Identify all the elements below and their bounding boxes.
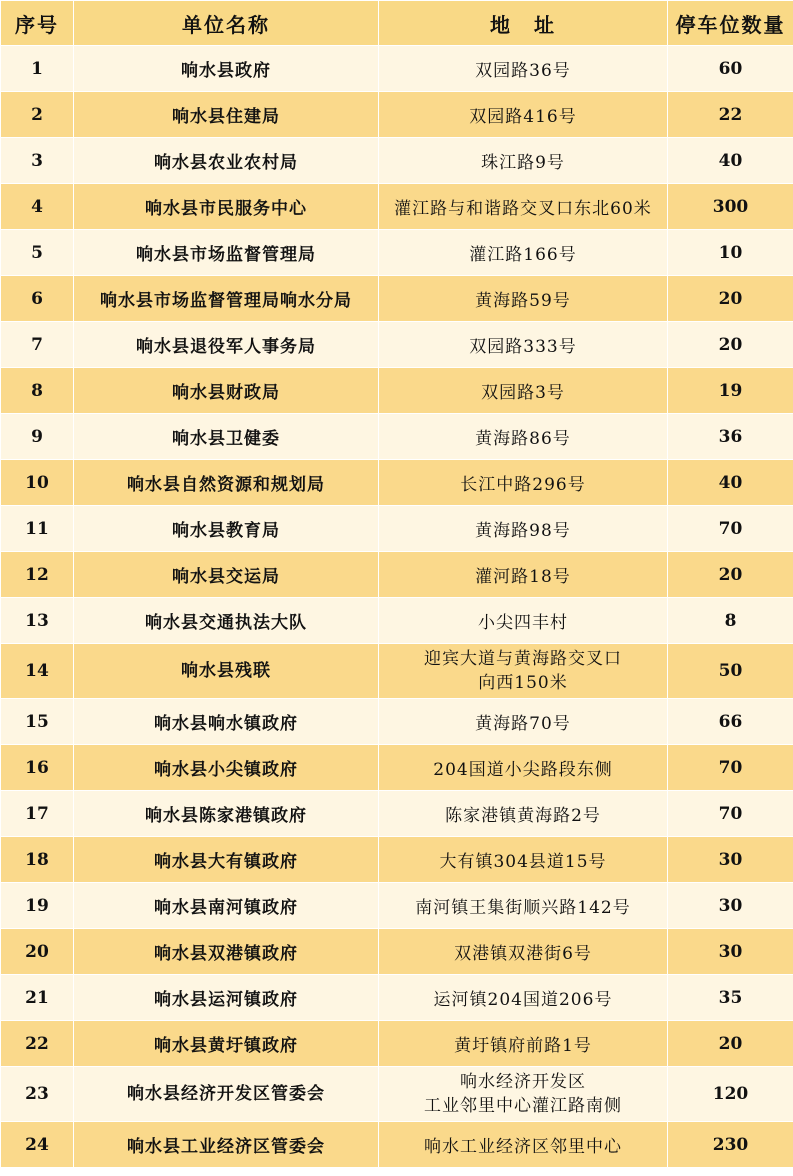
table-row bbox=[1, 506, 793, 552]
row-index: 3 bbox=[1, 138, 74, 184]
table-row bbox=[1, 929, 793, 975]
header-address: 地 址 bbox=[379, 1, 668, 46]
unit-name-cell: 响水县财政局 bbox=[74, 368, 379, 414]
address-line: 黄海路86号 bbox=[475, 429, 571, 449]
row-index: 13 bbox=[1, 598, 74, 644]
parking-spaces-cell: 10 bbox=[668, 230, 793, 276]
address-line: 珠江路9号 bbox=[481, 153, 565, 173]
table-row bbox=[1, 92, 793, 138]
row-index: 9 bbox=[1, 414, 74, 460]
row-index: 11 bbox=[1, 506, 74, 552]
row-index: 16 bbox=[1, 745, 74, 791]
row-index: 14 bbox=[1, 644, 74, 699]
parking-spaces-cell: 36 bbox=[668, 414, 793, 460]
address-cell bbox=[379, 552, 668, 598]
parking-spaces-cell: 120 bbox=[668, 1067, 793, 1122]
table-row bbox=[1, 975, 793, 1021]
unit-name-cell: 响水县南河镇政府 bbox=[74, 883, 379, 929]
table-row bbox=[1, 322, 793, 368]
unit-name-cell: 响水县交通执法大队 bbox=[74, 598, 379, 644]
row-index: 12 bbox=[1, 552, 74, 598]
parking-spaces-cell: 70 bbox=[668, 791, 793, 837]
address-line: 灌江路与和谐路交叉口东北60米 bbox=[394, 199, 652, 219]
unit-name-cell: 响水县小尖镇政府 bbox=[74, 745, 379, 791]
table-row bbox=[1, 699, 793, 745]
unit-name-cell: 响水县经济开发区管委会 bbox=[74, 1067, 379, 1122]
row-index: 10 bbox=[1, 460, 74, 506]
address-cell bbox=[379, 598, 668, 644]
unit-name-cell: 响水县运河镇政府 bbox=[74, 975, 379, 1021]
address-line: 灌江路166号 bbox=[469, 245, 577, 265]
parking-spaces-cell: 40 bbox=[668, 138, 793, 184]
address-cell bbox=[379, 791, 668, 837]
address-line: 双港镇双港街6号 bbox=[454, 944, 592, 964]
unit-name-cell: 响水县残联 bbox=[74, 644, 379, 699]
address-cell bbox=[379, 929, 668, 975]
address-cell bbox=[379, 276, 668, 322]
address-line: 南河镇王集街顺兴路142号 bbox=[415, 898, 631, 918]
address-line: 双园路333号 bbox=[469, 337, 577, 357]
parking-spaces-cell: 230 bbox=[668, 1122, 793, 1168]
parking-spaces-cell: 8 bbox=[668, 598, 793, 644]
parking-spaces-cell: 50 bbox=[668, 644, 793, 699]
table-row bbox=[1, 276, 793, 322]
unit-name-cell: 响水县卫健委 bbox=[74, 414, 379, 460]
address-cell bbox=[379, 1122, 668, 1168]
unit-name-cell: 响水县退役军人事务局 bbox=[74, 322, 379, 368]
parking-spaces-cell: 22 bbox=[668, 92, 793, 138]
parking-spaces-cell: 60 bbox=[668, 46, 793, 92]
table-row bbox=[1, 883, 793, 929]
row-index: 5 bbox=[1, 230, 74, 276]
header-row bbox=[1, 1, 793, 46]
unit-name-cell: 响水县教育局 bbox=[74, 506, 379, 552]
address-cell bbox=[379, 883, 668, 929]
table-row bbox=[1, 184, 793, 230]
address-cell bbox=[379, 1021, 668, 1067]
table-row bbox=[1, 414, 793, 460]
unit-name-cell: 响水县响水镇政府 bbox=[74, 699, 379, 745]
parking-spaces-cell: 70 bbox=[668, 506, 793, 552]
unit-name-cell: 响水县黄圩镇政府 bbox=[74, 1021, 379, 1067]
header-unit-name: 单位名称 bbox=[74, 1, 379, 46]
parking-spaces-cell: 20 bbox=[668, 322, 793, 368]
parking-spaces-cell: 20 bbox=[668, 1021, 793, 1067]
unit-name-cell: 响水县市民服务中心 bbox=[74, 184, 379, 230]
row-index: 20 bbox=[1, 929, 74, 975]
address-cell bbox=[379, 745, 668, 791]
table-row bbox=[1, 837, 793, 883]
address-line: 双园路416号 bbox=[469, 107, 577, 127]
address-cell bbox=[379, 184, 668, 230]
unit-name-cell: 响水县大有镇政府 bbox=[74, 837, 379, 883]
table-row bbox=[1, 138, 793, 184]
row-index: 1 bbox=[1, 46, 74, 92]
unit-name-cell: 响水县市场监督管理局 bbox=[74, 230, 379, 276]
table-row bbox=[1, 368, 793, 414]
address-cell bbox=[379, 460, 668, 506]
address-line: 向西150米 bbox=[478, 673, 568, 693]
unit-name-cell: 响水县市场监督管理局响水分局 bbox=[74, 276, 379, 322]
row-index: 8 bbox=[1, 368, 74, 414]
parking-spaces-cell: 35 bbox=[668, 975, 793, 1021]
address-cell bbox=[379, 368, 668, 414]
address-cell bbox=[379, 644, 668, 699]
row-index: 15 bbox=[1, 699, 74, 745]
unit-name-cell: 响水县政府 bbox=[74, 46, 379, 92]
address-line: 响水工业经济区邻里中心 bbox=[424, 1137, 622, 1157]
table-row bbox=[1, 1021, 793, 1067]
table-row bbox=[1, 1067, 793, 1122]
parking-spaces-cell: 66 bbox=[668, 699, 793, 745]
table-row bbox=[1, 46, 793, 92]
table-row bbox=[1, 745, 793, 791]
address-cell bbox=[379, 1067, 668, 1122]
parking-spaces-cell: 300 bbox=[668, 184, 793, 230]
row-index: 23 bbox=[1, 1067, 74, 1122]
parking-spaces-cell: 30 bbox=[668, 883, 793, 929]
address-cell bbox=[379, 414, 668, 460]
address-line: 响水经济开发区 bbox=[460, 1072, 586, 1092]
address-cell bbox=[379, 506, 668, 552]
address-line: 黄海路98号 bbox=[475, 521, 571, 541]
parking-spaces-cell: 30 bbox=[668, 837, 793, 883]
unit-name-cell: 响水县住建局 bbox=[74, 92, 379, 138]
header-parking-spaces: 停车位数量 bbox=[668, 1, 793, 46]
parking-spaces-cell: 70 bbox=[668, 745, 793, 791]
header-index: 序号 bbox=[1, 1, 74, 46]
address-line: 迎宾大道与黄海路交叉口 bbox=[424, 649, 622, 669]
address-line: 双园路3号 bbox=[481, 383, 565, 403]
row-index: 18 bbox=[1, 837, 74, 883]
row-index: 24 bbox=[1, 1122, 74, 1168]
address-cell bbox=[379, 230, 668, 276]
address-line: 灌河路18号 bbox=[475, 567, 571, 587]
address-line: 工业邻里中心灌江路南侧 bbox=[424, 1096, 622, 1116]
table-row bbox=[1, 791, 793, 837]
address-line: 大有镇304县道15号 bbox=[439, 852, 607, 872]
address-cell bbox=[379, 92, 668, 138]
address-cell bbox=[379, 975, 668, 1021]
address-line: 运河镇204国道206号 bbox=[433, 990, 613, 1010]
row-index: 4 bbox=[1, 184, 74, 230]
table-row bbox=[1, 598, 793, 644]
address-line: 双园路36号 bbox=[475, 61, 571, 81]
row-index: 2 bbox=[1, 92, 74, 138]
unit-name-cell: 响水县农业农村局 bbox=[74, 138, 379, 184]
address-cell bbox=[379, 46, 668, 92]
parking-spaces-cell: 19 bbox=[668, 368, 793, 414]
row-index: 22 bbox=[1, 1021, 74, 1067]
parking-spaces-cell: 30 bbox=[668, 929, 793, 975]
row-index: 6 bbox=[1, 276, 74, 322]
row-index: 7 bbox=[1, 322, 74, 368]
address-line: 小尖四丰村 bbox=[478, 613, 568, 633]
address-cell bbox=[379, 699, 668, 745]
address-line: 黄圩镇府前路1号 bbox=[454, 1036, 592, 1056]
table-row bbox=[1, 460, 793, 506]
table-row bbox=[1, 644, 793, 699]
row-index: 19 bbox=[1, 883, 74, 929]
address-cell bbox=[379, 322, 668, 368]
parking-spaces-cell: 20 bbox=[668, 552, 793, 598]
parking-spaces-cell: 20 bbox=[668, 276, 793, 322]
unit-name-cell: 响水县工业经济区管委会 bbox=[74, 1122, 379, 1168]
table-row bbox=[1, 552, 793, 598]
address-line: 黄海路70号 bbox=[475, 714, 571, 734]
unit-name-cell: 响水县双港镇政府 bbox=[74, 929, 379, 975]
address-cell bbox=[379, 138, 668, 184]
unit-name-cell: 响水县陈家港镇政府 bbox=[74, 791, 379, 837]
table-row bbox=[1, 230, 793, 276]
row-index: 17 bbox=[1, 791, 74, 837]
address-cell bbox=[379, 837, 668, 883]
address-line: 陈家港镇黄海路2号 bbox=[445, 806, 601, 826]
unit-name-cell: 响水县交运局 bbox=[74, 552, 379, 598]
row-index: 21 bbox=[1, 975, 74, 1021]
unit-name-cell: 响水县自然资源和规划局 bbox=[74, 460, 379, 506]
address-line: 204国道小尖路段东侧 bbox=[433, 760, 613, 780]
table-body bbox=[1, 46, 793, 1168]
parking-spaces-cell: 40 bbox=[668, 460, 793, 506]
table-row bbox=[1, 1122, 793, 1168]
address-line: 长江中路296号 bbox=[460, 475, 586, 495]
address-line: 黄海路59号 bbox=[475, 291, 571, 311]
